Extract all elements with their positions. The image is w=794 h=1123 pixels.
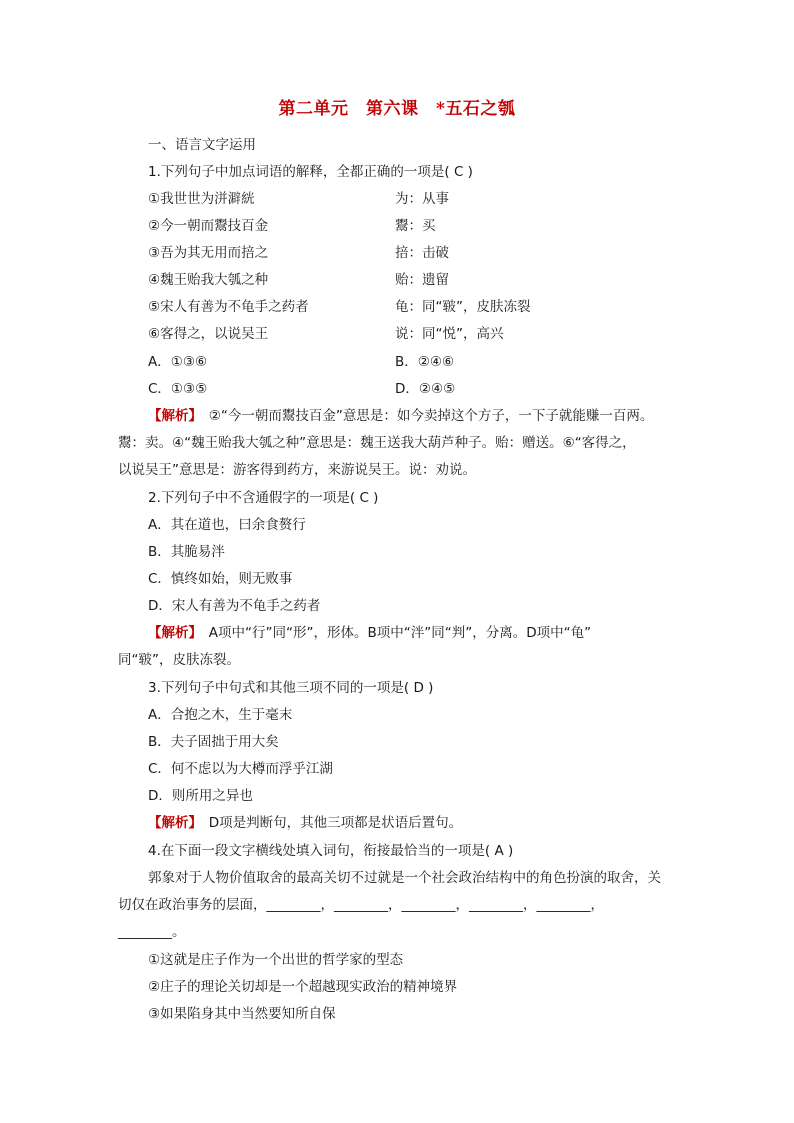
q2-option-a: A．其在道也，曰余食赘行 xyxy=(148,517,306,533)
q4-item-3: ③如果陷身其中当然要知所自保 xyxy=(148,1006,336,1022)
q3-option-a: A．合抱之木，生于毫末 xyxy=(148,707,293,723)
q1-sentence-3: ③吾为其无用而掊之 xyxy=(148,245,269,261)
q2-analysis-line-1 xyxy=(148,623,591,643)
analysis-text: D项是判断句，其他三项都是状语后置句。 xyxy=(208,815,463,831)
q1-option-a: A．①③⑥ xyxy=(148,354,208,370)
analysis-tag: 【解析】 xyxy=(148,815,196,831)
analysis-tag: 【解析】 xyxy=(148,625,196,641)
q3-option-c: C．何不虑以为大樽而浮乎江湖 xyxy=(148,761,333,777)
q4-stem: 4.在下面一段文字横线处填入词句，衔接最恰当的一项是( A ) xyxy=(148,843,514,859)
q4-passage-line-2: 切仅在政治事务的层面，________，________，________，________，________， xyxy=(118,897,604,913)
q1-sentence-4: ④魏王贻我大瓠之种 xyxy=(148,272,269,288)
q2-option-c: C．慎终如始，则无败事 xyxy=(148,571,293,587)
q1-analysis-line-2: 鬻：卖。④“魏王贻我大瓠之种”意思是：魏王送我大葫芦种子。贻：赠送。⑥“客得之， xyxy=(118,435,636,451)
q4-passage-line-3: ________。 xyxy=(118,924,186,940)
q3-option-b: B．夫子固拙于用大矣 xyxy=(148,734,279,750)
section-heading: 一、语言文字运用 xyxy=(148,137,256,153)
q1-sentence-5: ⑤宋人有善为不龟手之药者 xyxy=(148,299,309,315)
q3-stem: 3.下列句子中句式和其他三项不同的一项是( D ) xyxy=(148,680,434,696)
q1-option-d: D．②④⑤ xyxy=(395,381,456,397)
q1-sentence-1: ①我世世为洴澼絖 xyxy=(148,191,255,207)
q1-option-c: C．①③⑤ xyxy=(148,381,208,397)
q1-gloss-2: 鬻：买 xyxy=(395,218,436,234)
q1-stem: 1.下列句子中加点词语的解释，全都正确的一项是( C ) xyxy=(148,164,473,180)
analysis-text: ②“今一朝而鬻技百金”意思是：如今卖掉这个方子，一下子就能赚一百两。 xyxy=(208,408,654,424)
q1-analysis-line-1 xyxy=(148,406,653,426)
q4-item-2: ②庄子的理论关切却是一个超越现实政治的精神境界 xyxy=(148,979,458,995)
q2-option-b: B．其脆易泮 xyxy=(148,544,225,560)
q1-gloss-6: 说：同“悦”，高兴 xyxy=(395,326,504,342)
q1-analysis-line-3: 以说吴王”意思是：游客得到药方，来游说吴王。说：劝说。 xyxy=(118,462,476,478)
q3-option-d: D．则所用之异也 xyxy=(148,788,253,804)
analysis-tag: 【解析】 xyxy=(148,408,196,424)
q2-analysis-line-2: 同“皲”，皮肤冻裂。 xyxy=(118,652,240,668)
analysis-text: A项中“行”同“形”，形体。B项中“泮”同“判”，分离。D项中“龟” xyxy=(208,625,592,641)
q1-gloss-1: 为：从事 xyxy=(395,191,449,207)
q1-gloss-5: 龟：同“皲”，皮肤冻裂 xyxy=(395,299,531,315)
q1-sentence-2: ②今一朝而鬻技百金 xyxy=(148,218,269,234)
q1-gloss-3: 掊：击破 xyxy=(395,245,449,261)
q3-analysis-line-1 xyxy=(148,813,462,833)
q2-stem: 2.下列句子中不含通假字的一项是( C ) xyxy=(148,490,379,506)
q2-option-d: D．宋人有善为不龟手之药者 xyxy=(148,598,321,614)
q1-option-b: B．②④⑥ xyxy=(395,354,455,370)
q4-item-1: ①这就是庄子作为一个出世的哲学家的型态 xyxy=(148,952,404,968)
page-title: 第二单元 第六课 *五石之瓠 xyxy=(278,99,516,119)
q4-passage-line-1: 郭象对于人物价值取舍的最高关切不过就是一个社会政治结构中的角色扮演的取舍，关 xyxy=(148,870,661,886)
q1-sentence-6: ⑥客得之，以说吴王 xyxy=(148,326,269,342)
q1-gloss-4: 贻：遗留 xyxy=(395,272,449,288)
